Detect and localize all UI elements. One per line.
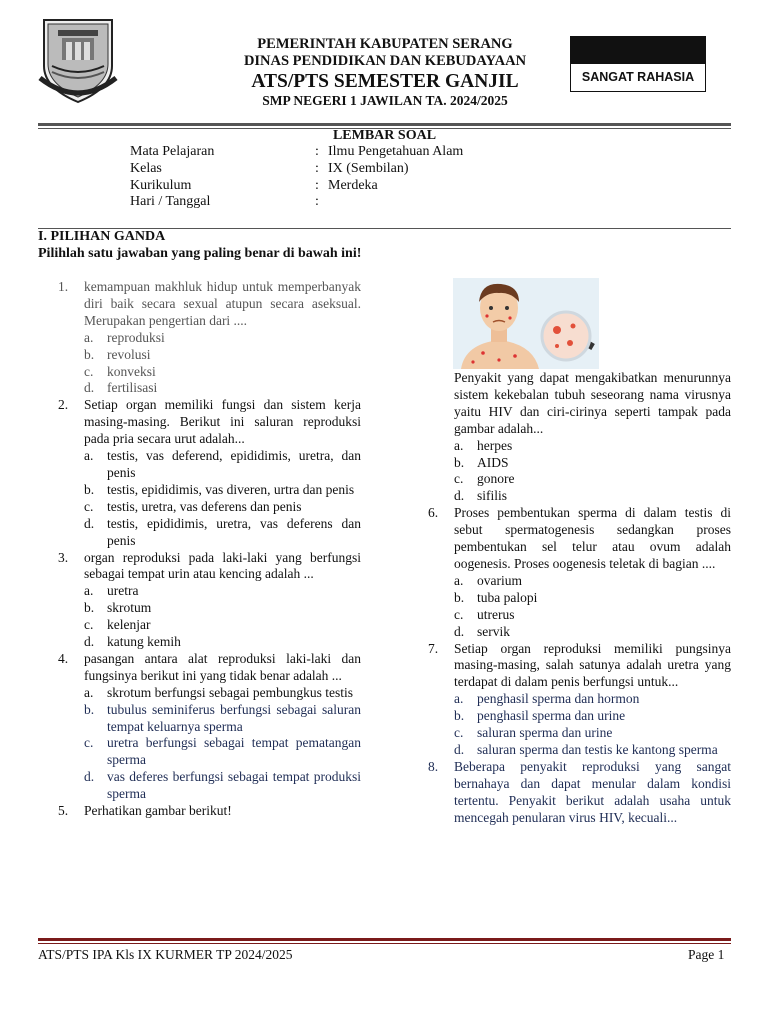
option-letter: c. xyxy=(84,363,94,379)
meta-colon: : xyxy=(315,144,319,159)
institution-header xyxy=(135,36,635,109)
question-text: Beberapa penyakit reproduksi yang sangat bernahaya dan dapat menular dalam kondisi tertentu. Penyakit berikut adalah usaha untuk mencegah penularan virus HIV, kecuali... xyxy=(454,758,731,825)
meta-row xyxy=(130,178,463,195)
option-text: gonore xyxy=(477,471,515,487)
answer-option xyxy=(58,685,361,702)
option-letter: c. xyxy=(454,606,464,622)
option-text: herpes xyxy=(477,437,513,453)
option-text: uretra berfungsi sebagai tempat pematangan sperma xyxy=(107,735,361,768)
option-letter: c. xyxy=(84,735,94,751)
question-number: 4. xyxy=(58,650,69,666)
question-text: Proses pembentukan sperma di dalam testis di sebut spermatogenesis sedangkan proses pembentukan sel telur atau ovum adalah oogenesis. Proses oogenesis teletak di bagian .... xyxy=(454,505,731,571)
meta-row xyxy=(130,161,463,178)
option-text: reproduksi xyxy=(107,329,165,345)
option-letter: c. xyxy=(454,471,464,487)
option-letter: d. xyxy=(84,634,95,650)
option-letter: b. xyxy=(84,346,95,362)
option-text: skrotum berfungsi sebagai pembungkus testis xyxy=(107,684,353,700)
option-text: saluran sperma dan urine xyxy=(477,725,613,741)
option-text: fertilisasi xyxy=(107,380,158,396)
question-text: organ reproduksi pada laki-laki yang berfungsi sebagai tempat urin atau kencing adalah ... xyxy=(84,549,361,582)
question-text: pasangan antara alat reproduksi laki-laki dan fungsinya berikut ini yang tidak benar adalah ... xyxy=(84,650,361,683)
question-item xyxy=(58,397,361,448)
answer-option xyxy=(58,347,361,364)
option-letter: d. xyxy=(454,741,465,757)
answer-option xyxy=(58,330,361,347)
question-item xyxy=(428,641,731,692)
answer-option xyxy=(58,634,361,651)
option-letter: b. xyxy=(84,481,95,497)
option-letter: a. xyxy=(84,684,94,700)
page-number: Page 1 xyxy=(688,947,725,962)
answer-option xyxy=(58,482,361,499)
answer-option xyxy=(428,573,731,590)
rash-patient-illustration-icon xyxy=(453,278,599,369)
meta-key: Hari / Tanggal xyxy=(130,194,211,210)
answer-option xyxy=(428,438,731,455)
meta-value: Ilmu Pengetahuan Alam xyxy=(328,144,464,159)
answer-option xyxy=(58,380,361,397)
option-text: revolusi xyxy=(107,346,151,362)
option-letter: a. xyxy=(84,448,94,464)
option-letter: d. xyxy=(84,515,95,531)
option-text: testis, uretra, vas deferens dan penis xyxy=(107,498,302,514)
option-text: penghasil sperma dan urine xyxy=(477,708,626,724)
answer-option xyxy=(428,471,731,488)
question-number: 3. xyxy=(58,549,69,565)
meta-colon: : xyxy=(315,194,319,210)
answer-option xyxy=(58,583,361,600)
question-continuation xyxy=(428,370,731,438)
answer-option xyxy=(428,455,731,472)
meta-key: Mata Pelajaran xyxy=(130,144,215,159)
option-text: vas deferes berfungsi sebagai tempat produksi sperma xyxy=(107,769,361,802)
answer-option xyxy=(428,624,731,641)
answer-option xyxy=(58,769,361,803)
option-text: utrerus xyxy=(477,606,515,622)
exam-meta xyxy=(130,144,463,211)
meta-row xyxy=(130,144,463,161)
option-letter: c. xyxy=(454,725,464,741)
meta-key: Kelas xyxy=(130,160,162,176)
option-text: katung kemih xyxy=(107,634,181,650)
answer-option xyxy=(58,516,361,550)
question-text: kemampuan makhluk hidup untuk memperbanyak diri baik secara sexual atupun secara aseksual. Merupakan pengertian dari .... xyxy=(84,279,361,328)
option-text: tubulus seminiferus berfungsi sebagai saluran tempat keluarnya sperma xyxy=(107,701,361,734)
answer-option xyxy=(428,708,731,725)
option-letter: b. xyxy=(84,600,95,616)
option-text: konveksi xyxy=(107,363,156,379)
option-text: servik xyxy=(477,623,510,639)
question-number: 2. xyxy=(58,397,69,413)
question-item xyxy=(58,550,361,584)
option-text: testis, vas deferend, epididimis, uretra, dan penis xyxy=(107,448,361,480)
option-text: penghasil sperma dan hormon xyxy=(477,691,640,707)
footer-divider-thin xyxy=(38,943,731,944)
option-letter: c. xyxy=(84,498,94,514)
option-letter: a. xyxy=(454,572,464,588)
question-5-continuation-text: Penyakit yang dapat mengakibatkan menurunnya sistem kekebalan tubuh seseorang nama virusnya yaitu HIV dan ciri-cirinya seperti tampak pada gambar adalah... xyxy=(454,370,731,436)
option-letter: a. xyxy=(454,691,464,707)
answer-option xyxy=(58,735,361,769)
option-letter: c. xyxy=(84,617,94,633)
answer-option xyxy=(58,702,361,736)
questions-right-column xyxy=(428,370,731,826)
section-instruction: Pilihlah satu jawaban yang paling benar di bawah ini! xyxy=(38,246,362,261)
confidential-label: SANGAT RAHASIA xyxy=(581,70,695,84)
answer-option xyxy=(58,617,361,634)
meta-key: Kurikulum xyxy=(130,177,192,193)
option-letter: d. xyxy=(84,380,95,396)
option-letter: b. xyxy=(454,589,465,605)
answer-option xyxy=(428,607,731,624)
answer-option xyxy=(58,600,361,617)
option-text: uretra xyxy=(107,583,139,599)
confidential-bar xyxy=(571,37,705,64)
answer-option xyxy=(58,364,361,381)
header-line-2: DINAS PENDIDIKAN DAN KEBUDAYAAN xyxy=(243,53,527,70)
option-text: saluran sperma dan testis ke kantong sperma xyxy=(477,741,718,757)
school-name: SMP NEGERI 1 JAWILAN TA. 2024/2025 xyxy=(262,93,508,109)
question-item xyxy=(58,279,361,330)
answer-option xyxy=(428,725,731,742)
question-item xyxy=(58,803,361,820)
option-letter: a. xyxy=(84,329,94,345)
option-letter: a. xyxy=(84,583,94,599)
option-letter: d. xyxy=(454,623,465,639)
question-item xyxy=(58,651,361,685)
meta-colon: : xyxy=(315,177,319,193)
answer-option xyxy=(428,590,731,607)
footer-doc-label: ATS/PTS IPA Kls IX KURMER TP 2024/2025 xyxy=(38,947,293,962)
sheet-title: LEMBAR SOAL xyxy=(332,128,437,143)
answer-option xyxy=(58,448,361,482)
header-line-1: PEMERINTAH KABUPATEN SERANG xyxy=(257,36,513,52)
question-text: Perhatikan gambar berikut! xyxy=(84,803,232,819)
option-letter: b. xyxy=(454,454,465,470)
meta-colon: : xyxy=(315,160,319,176)
question-item xyxy=(428,505,731,573)
option-letter: d. xyxy=(84,769,95,785)
option-text: ovarium xyxy=(477,572,522,588)
option-letter: a. xyxy=(454,437,464,453)
header-divider-thick xyxy=(38,123,731,126)
option-text: skrotum xyxy=(107,600,152,616)
option-letter: b. xyxy=(454,708,465,724)
question-number: 7. xyxy=(428,640,439,656)
meta-value: Merdeka xyxy=(328,177,378,193)
crest-logo-icon xyxy=(38,16,118,104)
answer-option xyxy=(428,691,731,708)
question-number: 1. xyxy=(58,279,69,294)
question-text: Setiap organ memiliki fungsi dan sistem kerja masing-masing. Berikut ini saluran reproduksi pada pria secara urut adalah... xyxy=(84,397,361,447)
option-text: AIDS xyxy=(477,454,509,470)
question-text: Setiap organ reproduksi memiliki pungsinya masing-masing, salah satunya adalah uretra yang terdapat di dalam penis berfungsi untuk... xyxy=(454,640,731,690)
confidential-box xyxy=(570,36,706,92)
option-text: sifilis xyxy=(477,488,508,504)
question-number: 6. xyxy=(428,505,439,521)
answer-option xyxy=(428,742,731,759)
footer-divider-thick xyxy=(38,938,731,941)
meta-value: IX (Sembilan) xyxy=(328,160,409,176)
question-item xyxy=(428,759,731,827)
question-number: 5. xyxy=(58,803,69,819)
answer-option xyxy=(428,488,731,505)
option-letter: b. xyxy=(84,701,95,717)
option-text: testis, epididimis, vas diveren, urtra dan penis xyxy=(107,481,355,497)
meta-row xyxy=(130,194,463,211)
option-text: tuba palopi xyxy=(477,589,538,605)
question-number: 8. xyxy=(428,758,439,774)
answer-option xyxy=(58,499,361,516)
option-text: testis, epididimis, uretra, vas deferens dan penis xyxy=(107,515,361,548)
exam-title: ATS/PTS SEMESTER GANJIL xyxy=(251,71,519,93)
section-title: I. PILIHAN GANDA xyxy=(38,229,166,244)
option-text: kelenjar xyxy=(107,617,151,633)
option-letter: d. xyxy=(454,488,465,504)
questions-left-column xyxy=(58,279,361,820)
